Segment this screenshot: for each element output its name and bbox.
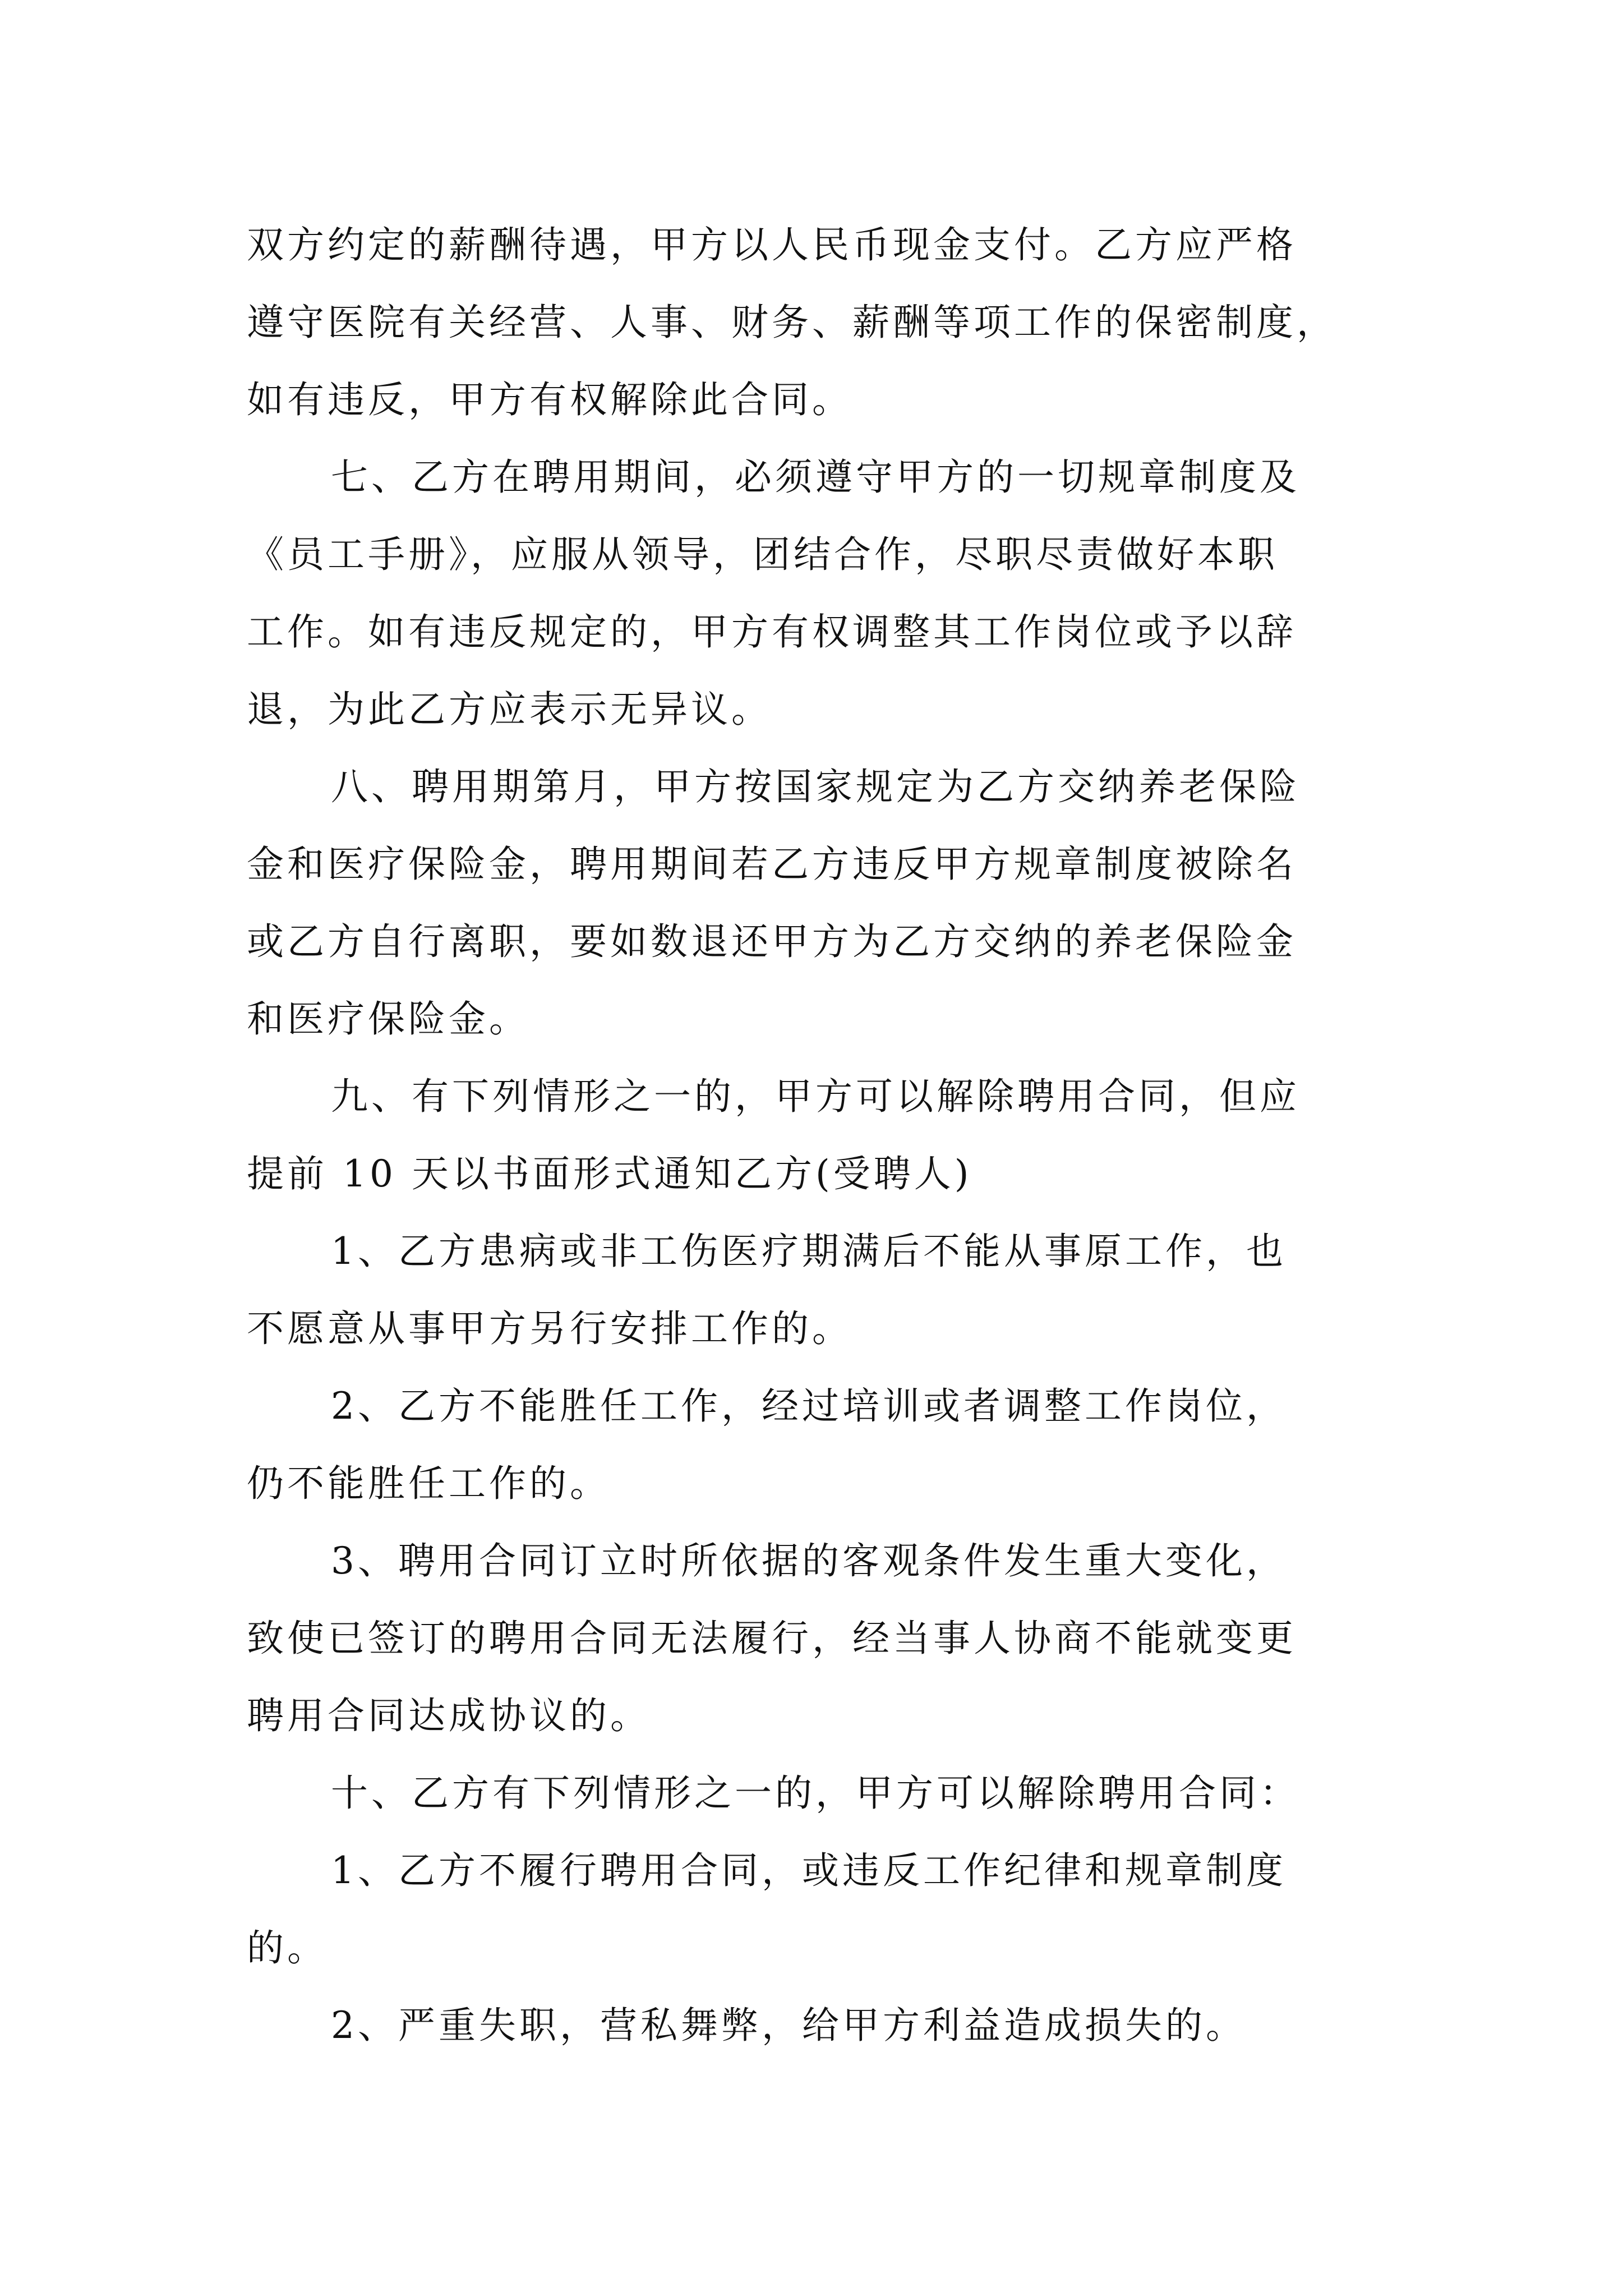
paragraph-clause-9-item-1 — [247, 1213, 1380, 1368]
text-line: 提前 10 天以书面形式通知乙方(受聘人) — [247, 1152, 972, 1195]
text-line: 如有违反，甲方有权解除此合同。 — [247, 378, 852, 421]
text-line: 退，为此乙方应表示无异议。 — [247, 688, 772, 731]
paragraph-clause-8 — [247, 748, 1380, 1058]
text-line: 遵守医院有关经营、人事、财务、薪酬等项工作的保密制度， — [247, 301, 1337, 344]
text-line: 十、乙方有下列情形之一的，甲方可以解除聘用合同： — [331, 1772, 1300, 1815]
text-line: 1、乙方不履行聘用合同，或违反工作纪律和规章制度 — [331, 1849, 1287, 1892]
paragraph-salary-confidentiality — [247, 206, 1380, 439]
text-line: 八、聘用期第月，甲方按国家规定为乙方交纳养老保险 — [331, 765, 1300, 808]
text-line: 九、有下列情形之一的，甲方可以解除聘用合同，但应 — [331, 1075, 1300, 1118]
paragraph-clause-9 — [247, 1058, 1380, 1213]
paragraph-clause-9-item-2 — [247, 1368, 1380, 1522]
text-line: 或乙方自行离职，要如数退还甲方为乙方交纳的养老保险金 — [247, 920, 1297, 963]
text-line: 1、乙方患病或非工伤医疗期满后不能从事原工作，也 — [331, 1230, 1287, 1273]
text-line: 致使已签订的聘用合同无法履行，经当事人协商不能就变更 — [247, 1617, 1297, 1660]
text-line: 3、聘用合同订立时所依据的客观条件发生重大变化， — [331, 1539, 1287, 1582]
text-line: 双方约定的薪酬待遇，甲方以人民币现金支付。乙方应严格 — [247, 223, 1297, 266]
text-line: 聘用合同达成协议的。 — [247, 1694, 651, 1737]
document-body — [247, 206, 1380, 2064]
text-line: 2、严重失职，营私舞弊，给甲方利益造成损失的。 — [331, 2004, 1246, 2047]
paragraph-clause-9-item-3 — [247, 1522, 1380, 1755]
text-line: 《员工手册》，应服从领导，团结合作，尽职尽责做好本职 — [247, 533, 1278, 576]
text-line: 金和医疗保险金，聘用期间若乙方违反甲方规章制度被除名 — [247, 843, 1297, 886]
text-line: 2、乙方不能胜任工作，经过培训或者调整工作岗位， — [331, 1384, 1287, 1428]
paragraph-clause-10-item-1 — [247, 1832, 1380, 1987]
paragraph-clause-10-item-2 — [247, 1987, 1380, 2064]
paragraph-clause-7 — [247, 439, 1380, 748]
text-line: 工作。如有违反规定的，甲方有权调整其工作岗位或予以辞 — [247, 610, 1297, 654]
paragraph-clause-10 — [247, 1755, 1380, 1832]
text-line: 的。 — [247, 1926, 328, 1970]
text-line: 仍不能胜任工作的。 — [247, 1462, 610, 1505]
text-line: 七、乙方在聘用期间，必须遵守甲方的一切规章制度及 — [331, 455, 1300, 499]
text-line: 不愿意从事甲方另行安排工作的。 — [247, 1307, 852, 1350]
text-line: 和医疗保险金。 — [247, 997, 529, 1041]
